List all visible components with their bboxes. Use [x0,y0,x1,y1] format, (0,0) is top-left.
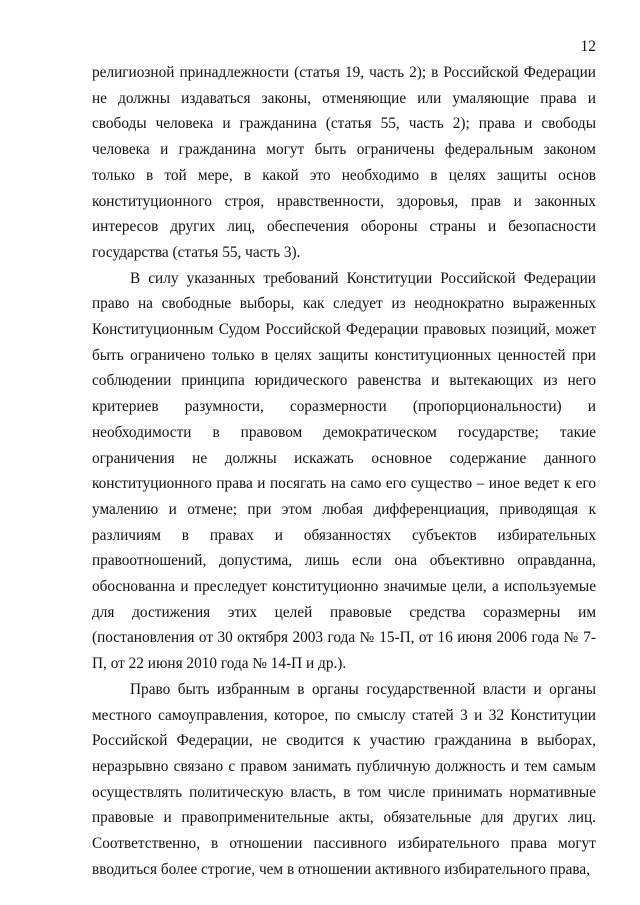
paragraph-continuation: религиозной принадлежности (статья 19, часть 2); в Российской Федерации не должны издаваться законы, отменяющие или умаляющие права и свободы человека и гражданина (статья 55, часть 2); права и свободы человека и гражданина могут быть ограничены федеральным законом только в той мере, в какой это необходимо в целях защиты основ конституционного строя, нравственности, здоровья, прав и законных интересов других лиц, обеспечения обороны страны и безопасности государства (статья 55, часть 3). [92,64,596,261]
page-number: 12 [580,38,596,55]
paragraph-right-to-be-elected: Право быть избранным в органы государственной власти и органы местного самоуправления, которое, по смыслу статей 3 и 32 Конституции Российской Федерации, не сводится к участию гражданина в выборах, неразрывно связано с правом занимать публичную должность и тем самым осуществлять политическую власть, в том числе принимать нормативные правовые и правоприменительные акты, обязательные для других лиц. Соответственно, в отношении пассивного избирательного права могут вводиться более строгие, чем в отношении активного избирательного права, [92,680,596,878]
paragraph-right-to-free-elections: В силу указанных требований Конституции Российской Федерации право на свободные выборы, как следует из неоднократно выраженных Конституционным Судом Российской Федерации правовых позиций, может быть ограничено только в целях защиты конституционных ценностей при соблюдении принципа юридического равенства и вытекающих из него критериев разумности, соразмерности (пропорциональности) и необходимости в правовом демократическом государстве; такие ограничения не должны искажать основное содержание данного конституционного права и посягать на само его существо – иное ведет к его умалению и отмене; при этом любая дифференциация, приводящая к различиям в правах и обязанностях субъектов избирательных правоотношений, допустима, лишь если она объективно оправданна, обоснованна и преследует конституционно значимые цели, а используемые для достижения этих целей правовые средства соразмерны им (постановления от 30 октября 2003 года № 15-П, от 16 июня 2006 года № 7-П, от 22 июня 2010 года № 14-П и др.). [92,269,596,673]
document-body [92,60,596,883]
